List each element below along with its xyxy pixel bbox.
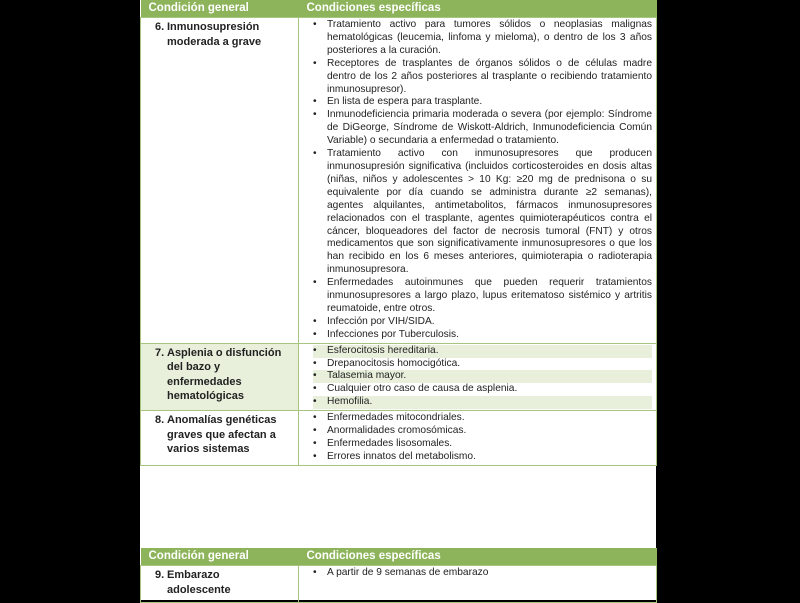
general-condition-cell <box>141 566 299 603</box>
specific-conditions-list <box>299 345 652 410</box>
specific-conditions-cell <box>299 343 657 411</box>
table-row <box>141 18 657 344</box>
table-row <box>141 411 657 466</box>
header-specific-conditions: Condiciones específicas <box>299 0 657 18</box>
specific-conditions-list <box>299 567 652 580</box>
list-item: • Cualquier otro caso de causa de asplenia. <box>313 383 652 396</box>
general-condition-cell <box>141 411 299 466</box>
list-item: • Enfermedades mitocondriales. <box>313 412 652 425</box>
list-item: • Enfermedades lisosomales. <box>313 438 652 451</box>
conditions-table-2 <box>140 548 657 603</box>
condition-label: Inmunosupresión moderada a grave <box>167 21 262 48</box>
condition-number: 6. <box>155 21 165 33</box>
table-header <box>141 548 657 566</box>
general-condition-cell <box>141 343 299 411</box>
condition-label: Asplenia o disfunción del bazo y enfermedades hematológicas <box>167 346 282 403</box>
list-item: • A partir de 9 semanas de embarazo <box>313 567 652 580</box>
table-header <box>141 0 657 18</box>
specific-conditions-cell <box>299 566 657 603</box>
specific-conditions-cell <box>299 18 657 344</box>
table-row <box>141 343 657 411</box>
list-item: • Enfermedades autoinmunes que pueden requerir tratamientos inmunosupresores a largo plazo, lupus eritematoso sistémico y artritis reumatoide, entre otros. <box>313 277 652 316</box>
condition-label: Embarazo adolescente <box>167 569 231 596</box>
list-item: • Tratamiento activo para tumores sólidos o neoplasias malignas hematológicas (leucemia, linfoma y mieloma), o dentro de los 3 años posteriores a la curación. <box>313 19 652 58</box>
condition-number: 8. <box>155 414 165 427</box>
header-specific-conditions: Condiciones específicas <box>299 548 657 566</box>
table-row <box>141 566 657 603</box>
condition-label: Anomalías genéticas graves que afectan a varios sistemas <box>167 414 277 456</box>
condition-number: 7. <box>155 346 165 359</box>
list-item: • Hemofilia. <box>313 396 652 409</box>
document-page <box>140 0 656 600</box>
list-item: • Drepanocitosis homocigótica. <box>313 358 652 371</box>
specific-conditions-list <box>299 412 652 464</box>
list-item: • Receptores de trasplantes de órganos sólidos o de células madre dentro de los 2 años posteriores al trasplante o recibiendo tratamiento inmunosupresor). <box>313 58 652 97</box>
list-item: • Talasemia mayor. <box>313 370 652 383</box>
specific-conditions-cell <box>299 411 657 466</box>
general-condition-cell <box>141 18 299 344</box>
header-general-condition: Condición general <box>141 548 299 566</box>
list-item: • Esferocitosis hereditaria. <box>313 345 652 358</box>
list-item: • Tratamiento activo con inmunosupresores que producen inmunosupresión significativa (incluidos corticosteroides en dosis altas (niñas, niños y adolescentes > 10 Kg: ≥20 mg de prednisona o su equivalente por día cuando se administra durante ≥2 semanas), agentes alquilantes, antimetabolitos, fármacos inmunosupresores relacionados con el trasplante, agentes quimioterapéuticos contra el cáncer, bloqueadores del factor de necrosis tumoral (FNT) y otros medicamentos que son significativamente inmunosupresores o que los han recibido en los 6 meses anteriores, quimioterapia o radioterapia inmunosupresora. <box>313 148 652 277</box>
specific-conditions-list <box>299 19 652 342</box>
list-item: • Infección por VIH/SIDA. <box>313 316 652 329</box>
list-item: • Errores innatos del metabolismo. <box>313 451 652 464</box>
list-item: • Inmunodeficiencia primaria moderada o severa (por ejemplo: Síndrome de DiGeorge, Síndrome de Wiskott-Aldrich, Inmunodeficiencia Común Variable) o secundaria a enfermedad o tratamiento. <box>313 109 652 148</box>
list-item: • Infecciones por Tuberculosis. <box>313 329 652 342</box>
condition-number: 9. <box>155 569 165 581</box>
conditions-table-1 <box>140 0 657 466</box>
list-item: • En lista de espera para trasplante. <box>313 96 652 109</box>
header-general-condition: Condición general <box>141 0 299 18</box>
list-item: • Anormalidades cromosómicas. <box>313 425 652 438</box>
